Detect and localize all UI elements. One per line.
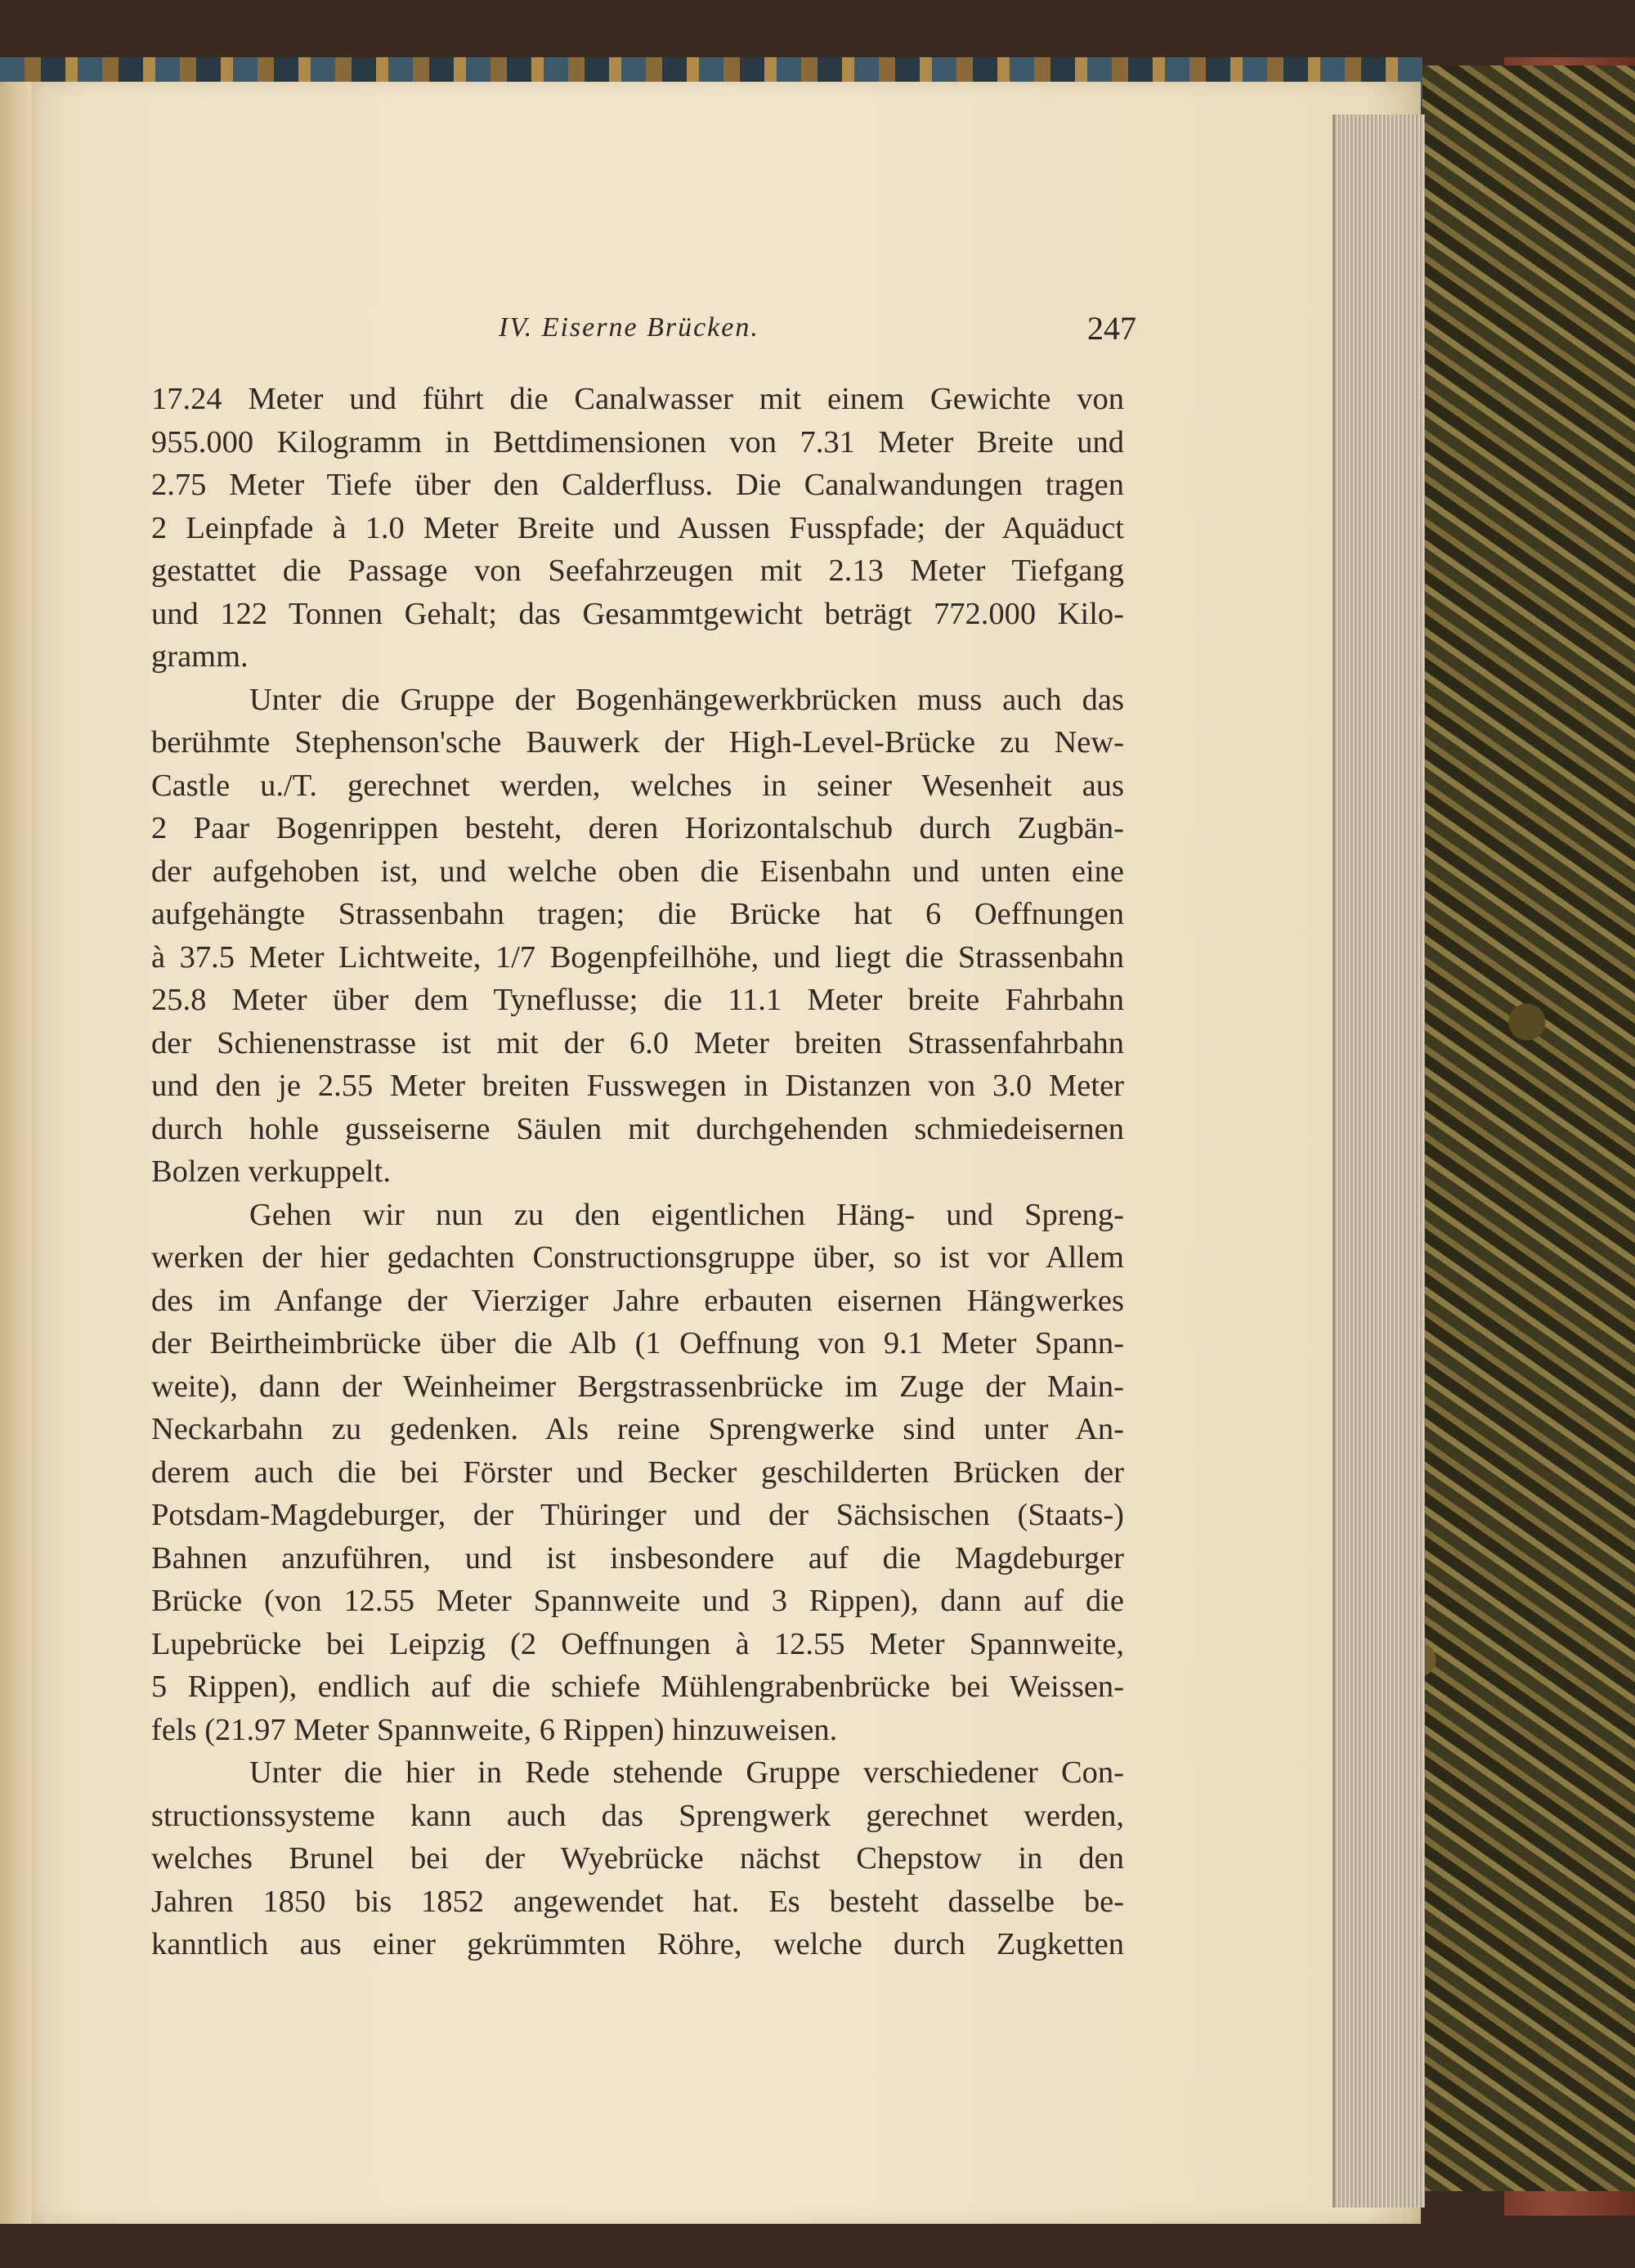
text-line: Neckarbahn zu gedenken. Als reine Sprengwerke sind unter An- [151,1412,1124,1446]
text-line: 2 Paar Bogenrippen besteht, deren Horizontalschub durch Zugbän- [151,811,1124,845]
text-line: 2 Leinpfade à 1.0 Meter Breite und Aussen Fusspfade; der Aquäduct [151,510,1124,545]
text-line: des im Anfange der Vierziger Jahre erbauten eisernen Hängwerkes [151,1283,1124,1318]
text-line: structionssysteme kann auch das Sprengwerk gerechnet werden, [151,1798,1124,1833]
text-line: welches Brunel bei der Wyebrücke nächst Chepstow in den [151,1841,1124,1876]
text-line: kanntlich aus einer gekrümmten Röhre, welche durch Zugketten [151,1927,1124,1961]
text-line: gestattet die Passage von Seefahrzeugen mit 2.13 Meter Tiefgang [151,554,1124,588]
text-line: gramm. [151,639,249,674]
text-line: 5 Rippen), endlich auf die schiefe Mühlengrabenbrücke bei Weissen- [151,1670,1124,1704]
text-line: Unter die Gruppe der Bogenhängewerkbrücken muss auch das [249,682,1124,717]
page-edges [1333,114,1425,2207]
text-line: werken der hier gedachten Constructionsgruppe über, so ist vor Allem [151,1240,1124,1275]
text-line: 955.000 Kilogramm in Bettdimensionen von 7.31 Meter Breite und [151,424,1124,459]
text-line: der Beirtheimbrücke über die Alb (1 Oeffnung von 9.1 Meter Spann- [151,1326,1124,1360]
text-line: weite), dann der Weinheimer Bergstrassenbrücke im Zuge der Main- [151,1369,1124,1404]
body-text [151,378,1124,1966]
text-line: der aufgehoben ist, und welche oben die Eisenbahn und unten eine [151,854,1124,889]
text-line: Potsdam-Magdeburger, der Thüringer und der Sächsischen (Staats-) [151,1498,1124,1532]
text-line: Castle u./T. gerechnet werden, welches in seiner Wesenheit aus [151,768,1124,803]
page-number: 247 [1087,310,1136,347]
text-line: 2.75 Meter Tiefe über den Calderfluss. Die Canalwandungen tragen [151,468,1124,502]
text-line: durch hohle gusseiserne Säulen mit durchgehenden schmiedeisernen [151,1111,1124,1146]
text-line: à 37.5 Meter Lichtweite, 1/7 Bogenpfeilhöhe, und liegt die Strassenbahn [151,939,1124,975]
text-line: Lupebrücke bei Leipzig (2 Oeffnungen à 12.55 Meter Spannweite, [151,1626,1124,1661]
page-header [147,309,1136,358]
facing-page-edge [0,82,33,2224]
text-line: 17.24 Meter und führt die Canalwasser mit einem Gewichte von [151,382,1124,416]
text-line: Gehen wir nun zu den eigentlichen Häng- und Spreng- [249,1197,1124,1232]
text-line: und 122 Tonnen Gehalt; das Gesammtgewicht beträgt 772.000 Kilo- [151,596,1124,631]
text-line: der Schienenstrasse ist mit der 6.0 Meter breiten Strassenfahrbahn [151,1025,1124,1060]
text-line: 25.8 Meter über dem Tyneflusse; die 11.1 Meter breite Fahrbahn [151,983,1124,1017]
text-line: Bolzen verkuppelt. [151,1154,391,1189]
text-line: berühmte Stephenson'sche Bauwerk der High-Level-Brücke zu New- [151,725,1124,760]
text-line: Jahren 1850 bis 1852 angewendet hat. Es besteht dasselbe be- [151,1884,1124,1919]
text-line: derem auch die bei Förster und Becker geschilderten Brücken der [151,1454,1124,1490]
running-title: IV. Eiserne Brücken. [499,312,759,343]
text-line: fels (21.97 Meter Spannweite, 6 Rippen) hinzuweisen. [151,1712,838,1747]
text-line: Unter die hier in Rede stehende Gruppe verschiedener Con- [249,1755,1124,1790]
text-line: Brücke (von 12.55 Meter Spannweite und 3 Rippen), dann auf die [151,1584,1124,1618]
text-line: aufgehängte Strassenbahn tragen; die Brücke hat 6 Oeffnungen [151,897,1124,931]
text-line: und den je 2.55 Meter breiten Fusswegen in Distanzen von 3.0 Meter [151,1069,1124,1103]
text-line: Bahnen anzuführen, und ist insbesondere auf die Magdeburger [151,1540,1124,1575]
